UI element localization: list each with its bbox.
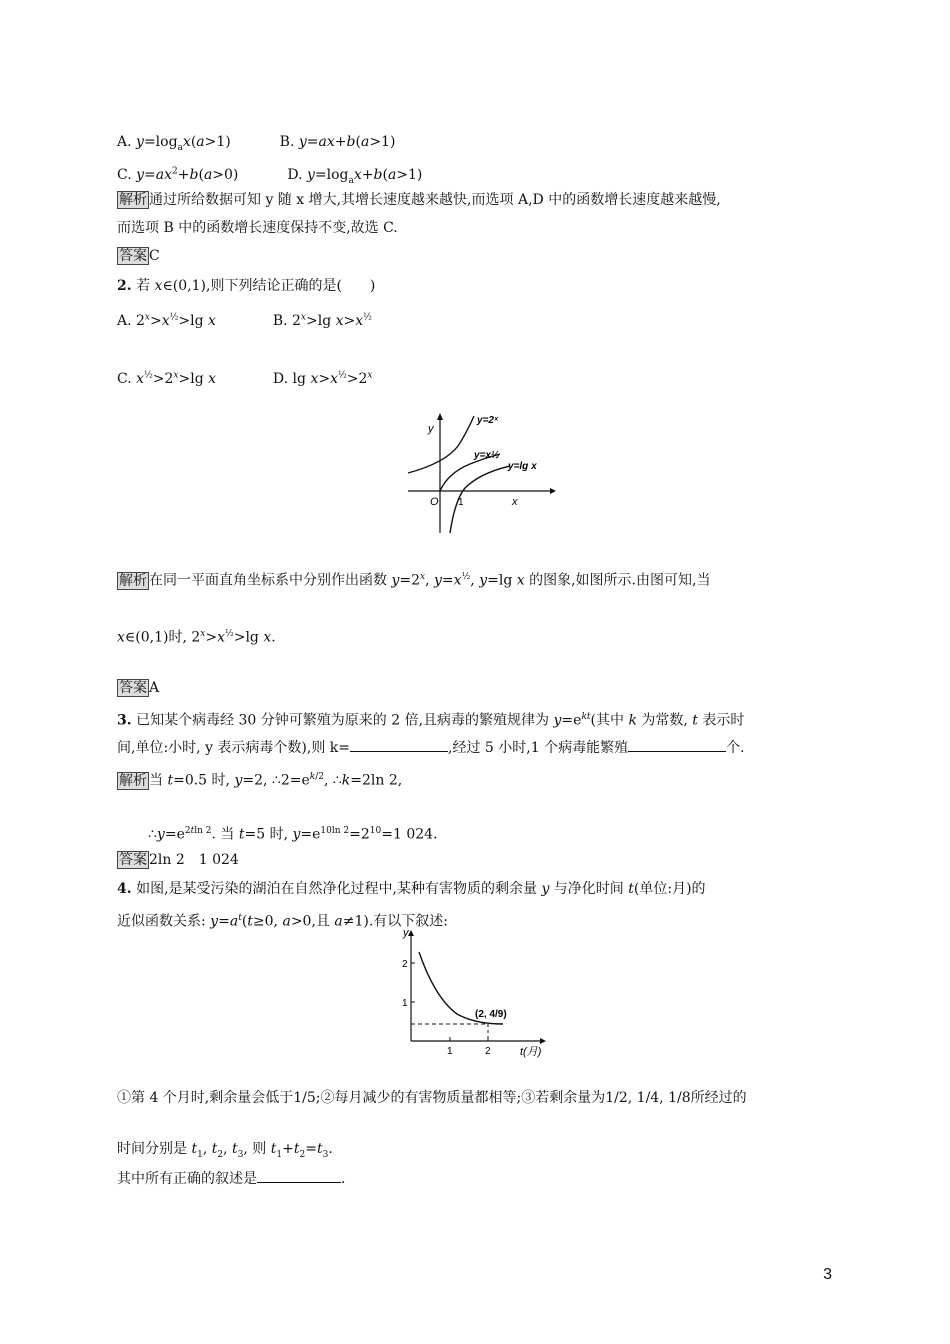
q4-graph-y-label: y	[403, 928, 409, 939]
q2-answer-label: 答案	[119, 680, 147, 696]
q2-answer	[117, 679, 159, 697]
q1-option-a: A. $y=\log_ax(a>1)$	[117, 134, 231, 153]
q1-options-row1	[117, 133, 395, 157]
q3-blank-k[interactable]	[350, 737, 448, 752]
q4-fracs-halves: 1/2, 1/4, 1/8	[605, 1090, 691, 1106]
q3-analysis-label: 解析	[119, 772, 147, 789]
q2-option-d: D. $\lg x>x^{\frac{1}{2}}>2^x$	[272, 370, 373, 387]
q4-statement-line1	[117, 1089, 747, 1107]
q2-analysis-line2: x∈(0,1)时, $2^x>x^{\frac{1}{2}}>\lg$ x.	[117, 629, 276, 646]
q3-stem-line2	[117, 737, 745, 757]
q4-statement-1b: ;②每月减少的有害物质量都相等;③若剩余量为	[315, 1090, 606, 1106]
q3-stem-part-a: 间,单位:小时, y 表示病毒个数),则 k=	[117, 740, 351, 756]
q4-graph-tick-x2: 2	[485, 1046, 491, 1057]
q4-answer-blank[interactable]	[257, 1168, 341, 1183]
q2-option-b: B. $2^x>\lg$ $x>x^{\frac{1}{2}}$	[272, 312, 372, 329]
q1-analysis-line1	[117, 191, 721, 209]
q2-options-row1	[117, 308, 372, 330]
q4-statement-1c: 所经过的	[690, 1090, 747, 1106]
q2-graph-origin-label: O	[430, 496, 439, 508]
q1-analysis-label: 解析	[119, 192, 147, 208]
q4-statement-line3	[117, 1168, 345, 1188]
page-number: 3	[823, 1266, 832, 1283]
q1-option-b: B. y=ax+b(a>1)	[279, 134, 396, 150]
q2-graph-curve-exp-label: y=2ˣ	[477, 415, 498, 426]
q2-graph-y-label: y	[428, 423, 434, 435]
q3-analysis-line1: 解析 当 t=0.5 时, y=2, $\therefore 2=e^{k/2}$, ∴k=2ln 2,	[119, 772, 403, 789]
q2-graph-curve-pow-label: y=x½	[474, 450, 500, 461]
q3-analysis-line2: $\therefore y=e^{2tln 2}$. 当 t=5 时, $y=e^{10ln 2}=2^{10}=1$ 024.	[148, 826, 438, 843]
q2-graph-x-label: x	[512, 496, 518, 508]
q2-answer-value: A	[149, 680, 160, 696]
q2-analysis-label: 解析	[119, 572, 147, 589]
q4-statement-3-end: .	[341, 1171, 346, 1187]
q4-graph-tick-y1: 1	[402, 998, 408, 1009]
q1-answer-label: 答案	[119, 248, 147, 264]
q4-graph-tick-y2: 2	[402, 959, 408, 970]
q1-option-c: C. $y=ax^2+b(a>0)$	[117, 166, 239, 183]
q4-stem-line1: 4. 如图,是某受污染的湖泊在自然净化过程中,某种有害物质的剩余量 y 与净化时间 t(单位:月)的	[117, 881, 706, 897]
q3-answer	[117, 851, 239, 869]
q1-answer-value: C	[149, 248, 160, 264]
q2-option-a: A. $2^x>x^{\frac{1}{2}}>\lg$ x	[117, 312, 216, 329]
q4-statement-1a: ①第 4 个月时,剩余量会低于	[117, 1090, 294, 1106]
q4-statement-3: 其中所有正确的叙述是	[117, 1171, 257, 1187]
q1-analysis-line2: 而选项 B 中的函数增长速度保持不变,故选 C.	[117, 220, 398, 236]
q3-stem-line1: 3. 已知某个病毒经 30 分钟可繁殖为原来的 2 倍,且病毒的繁殖规律为 $y=e^{kt}$(其中 k 为常数, t 表示时	[117, 712, 745, 729]
q2-graph-tick-1: 1	[458, 497, 464, 508]
q1-options-row2	[117, 162, 422, 189]
q3-stem-part-c: 个.	[726, 740, 745, 756]
q3-answer-label: 答案	[119, 852, 147, 868]
q1-answer	[117, 247, 160, 265]
q4-graph-x-label: t(月)	[520, 1046, 542, 1058]
q4-decay-graph	[395, 928, 555, 1063]
q2-options-row2	[117, 366, 372, 388]
q4-statement-line2: 时间分别是 $t_1$, $t_2$, $t_3$, 则 $t_1+t_2=t_3$.	[117, 1141, 333, 1160]
q1-analysis-text1: 通过所给数据可知 y 随 x 增大,其增长速度越来越快,而选项 A,D 中的函数增长速度越来越慢,	[149, 192, 721, 208]
q3-blank-count[interactable]	[628, 737, 726, 752]
q4-frac-1-5: 1/5	[293, 1090, 316, 1106]
q4-graph-point-label: (2, 4/9)	[475, 1009, 507, 1020]
q4-graph-tick-x1: 1	[447, 1046, 453, 1057]
q2-analysis-line1: 解析 在同一平面直角坐标系中分别作出函数 $y=2^x$, $y=x^{\frac{1}{2}}$, y=lg x 的图象,如图所示.由图可知,当	[119, 572, 711, 589]
q3-stem-part-b: ,经过 5 小时,1 个病毒能繁殖	[448, 740, 629, 756]
q2-option-c: C. $x^{\frac{1}{2}}>2^x>\lg$ x	[117, 370, 217, 387]
q2-graph-curve-log-label: y=lg x	[508, 461, 537, 472]
q4-stem-line2: 近似函数关系: $y=a^t(t\ge 0$, a>0,且 a≠1).有以下叙述:	[117, 913, 449, 930]
q3-answer-value: 2ln 2 1 024	[149, 852, 239, 868]
q1-option-d: D. $y=\log_ax+b(a>1)$	[287, 166, 423, 186]
q2-function-graph	[400, 408, 560, 538]
q2-stem: 2. 若 x∈(0,1),则下列结论正确的是( )	[117, 278, 376, 294]
